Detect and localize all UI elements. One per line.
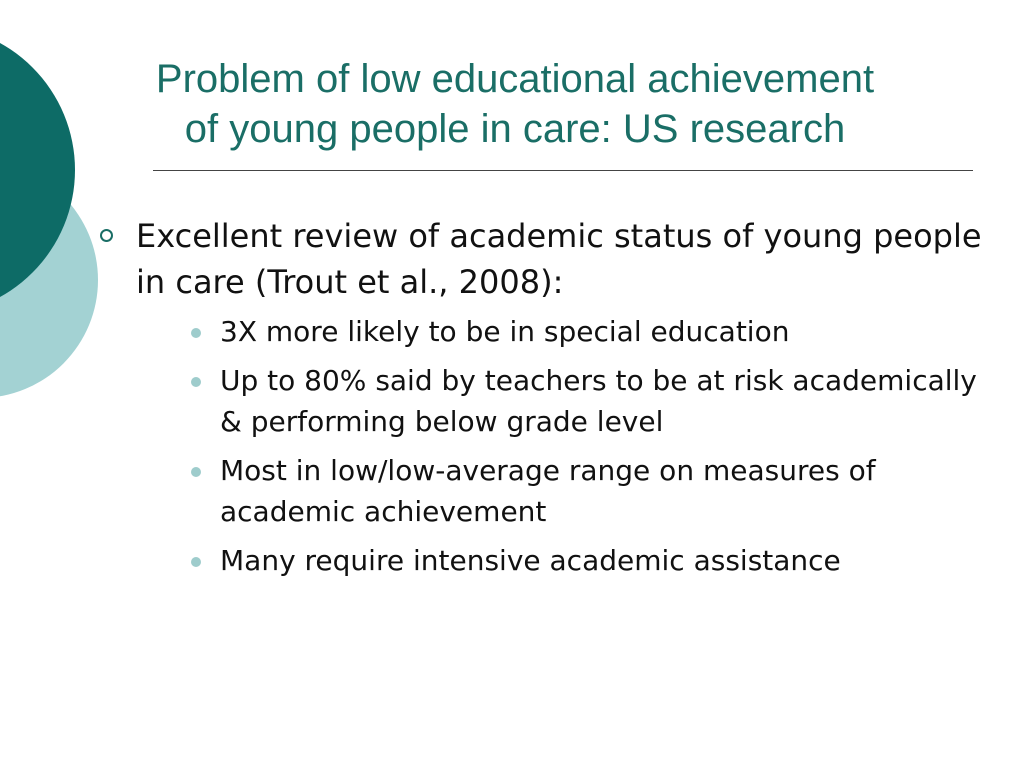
sub-bullet [136, 360, 1006, 442]
sub-bullet-text: Up to 80% said by teachers to be at risk academically & performing below grade level [220, 364, 977, 438]
sub-bullet-text: Most in low/low-average range on measures of academic achievement [220, 454, 876, 528]
title-line-1: Problem of low educational achievement [155, 57, 875, 101]
sub-bullet [136, 311, 1006, 352]
sub-bullet [136, 540, 1006, 581]
dot-bullet-icon [191, 328, 201, 338]
title-line-2: of young people in care: US research [184, 107, 846, 151]
dot-bullet-icon [191, 467, 201, 477]
main-bullet-text: Excellent review of academic status of young people in care (Trout et al., 2008): [136, 217, 982, 301]
sub-bullet-text: 3X more likely to be in special education [220, 315, 790, 348]
slide-body [96, 213, 1006, 589]
sub-bullet-text: Many require intensive academic assistance [220, 544, 841, 577]
title-divider [153, 170, 973, 171]
hollow-circle-bullet-icon [100, 229, 113, 242]
slide-title [100, 54, 930, 154]
main-bullet [96, 213, 1006, 581]
sub-bullet [136, 450, 1006, 532]
sub-bullet-list [136, 311, 1006, 581]
dot-bullet-icon [191, 557, 201, 567]
dot-bullet-icon [191, 377, 201, 387]
